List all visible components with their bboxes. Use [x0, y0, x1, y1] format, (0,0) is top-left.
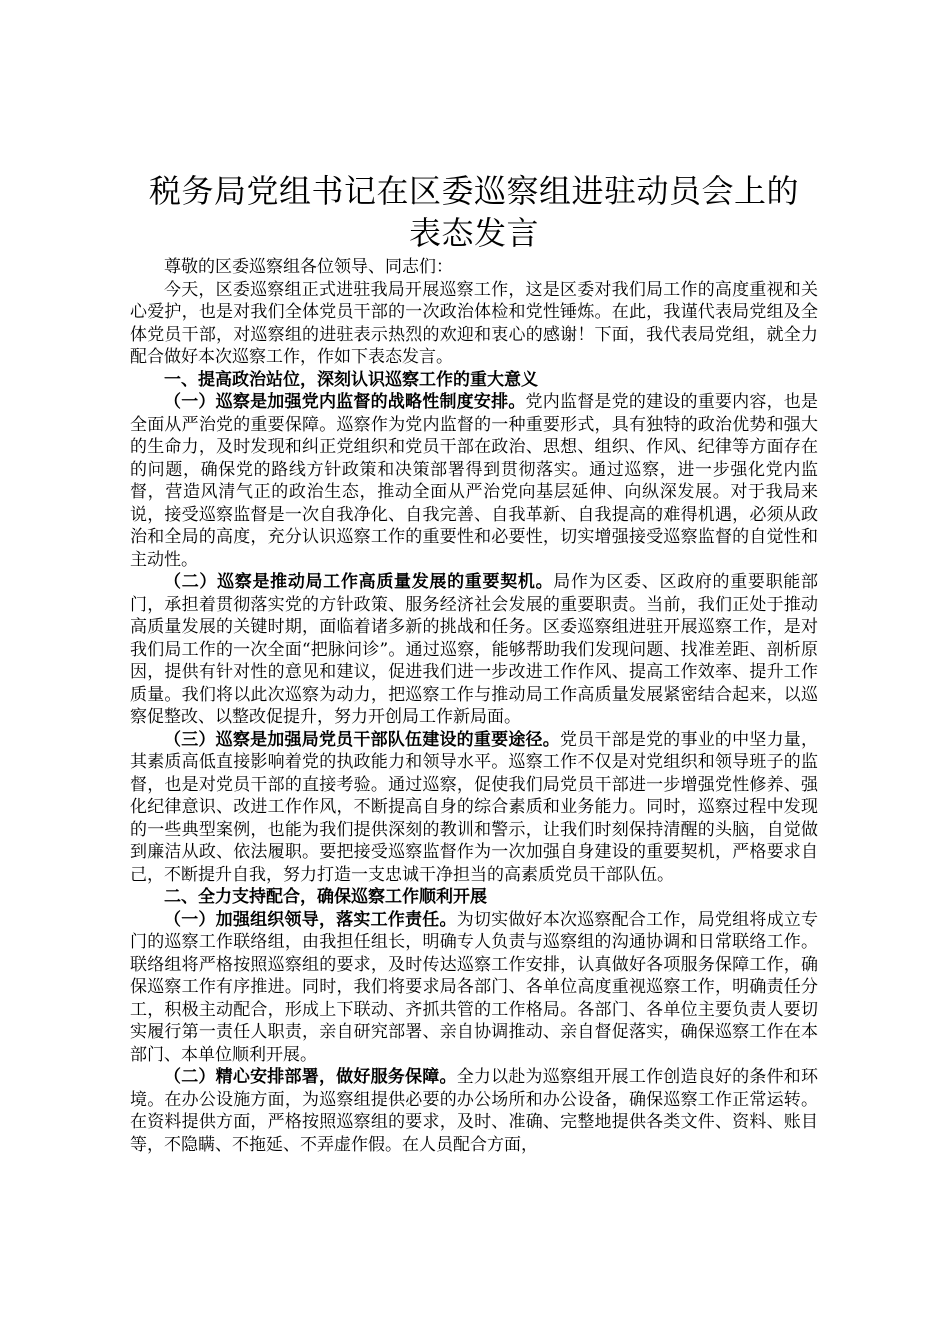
paragraph-lead: （一）加强组织领导，落实工作责任。 [164, 909, 457, 930]
paragraph-lead: （一）巡察是加强党内监督的战略性制度安排。 [164, 392, 526, 412]
paragraph-body: 全力以赴为巡察组开展工作创造良好的条件和环境。在办公设施方面，为巡察组提供必要的办公场所和办公设备，确保巡察工作正常运转。在资料提供方面，严格按照巡察组的要求，及时、准确、完整地提供各类文件、资料、账目等，不隐瞒、不拖延、不弄虚作假。在人员配合方面， [130, 1067, 819, 1155]
title-line-2: 表态发言 [408, 214, 539, 252]
section-1-paragraph-1 [130, 391, 818, 571]
paragraph-lead: （三）巡察是加强局党员干部队伍建设的重要途径。 [164, 729, 560, 750]
paragraph-lead: （二）精心安排部署，做好服务保障。 [164, 1067, 457, 1087]
paragraph-body: 为切实做好本次巡察配合工作，局党组将成立专门的巡察工作联络组，由我担任组长，明确专人负责与巡察组的沟通协调和日常联络工作。联络组将严格按照巡察组的要求，及时传达巡察工作安排，认真做好各项服务保障工作，确保巡察工作有序推进。同时，我们将要求局各部门、各单位高度重视巡察工作，明确责任分工，积极主动配合，形成上下联动、齐抓共管的工作格局。各部门、各单位主要负责人要切实履行第一责任人职责，亲自研究部署、亲自协调推动、亲自督促落实，确保巡察工作在本部门、本单位顺利开展。 [130, 909, 819, 1065]
section-1-heading: 一、提高政治站位，深刻认识巡察工作的重大意义 [164, 369, 538, 390]
document-page [130, 170, 818, 1156]
section-2-heading: 二、全力支持配合，确保巡察工作顺利开展 [164, 887, 487, 907]
salutation: 尊敬的区委巡察组各位领导、同志们： [164, 257, 453, 277]
document-title [130, 170, 818, 254]
section-1-paragraph-2 [130, 571, 818, 729]
paragraph-body: 党员干部是党的事业的中坚力量，其素质高低直接影响着党的执政能力和领导水平。巡察工作不仅是对党组织和领导班子的监督，也是对党员干部的直接考验。通过巡察，促使我们局党员干部进一步增强党性修养、强化纪律意识、改进工作作风，不断提高自身的综合素质和业务能力。同时，巡察过程中发现的一些典型案例，也能为我们提供深刻的教训和警示，让我们时刻保持清醒的头脑，自觉做到廉洁从政、依法履职。要把接受巡察监督作为一次加强自身建设的重要契机，严格要求自己，不断提升自我，努力打造一支忠诚干净担当的高素质党员干部队伍。 [130, 729, 819, 885]
paragraph-body: 党内监督是党的建设的重要内容，也是全面从严治党的重要保障。巡察作为党内监督的一种重要形式，具有独特的政治优势和强大的生命力，及时发现和纠正党组织和党员干部在政治、思想、组织、作风、纪律等方面存在的问题，确保党的路线方针政策和决策部署得到贯彻落实。通过巡察，进一步强化党内监督，营造风清气正的政治生态，推动全面从严治党向基层延伸、向纵深发展。对于我局来说，接受巡察监督是一次自我净化、自我完善、自我革新、自我提高的难得机遇，必须从政治和全局的高度，充分认识巡察工作的重要性和必要性，切实增强接受巡察监督的自觉性和主动性。 [130, 392, 819, 570]
section-2-paragraph-2 [130, 1066, 818, 1156]
title-line-1: 税务局党组书记在区委巡察组进驻动员会上的 [148, 172, 799, 210]
paragraph-body: 局作为区委、区政府的重要职能部门，承担着贯彻落实党的方针政策、服务经济社会发展的重要职责。当前，我们正处于推动高质量发展的关键时期，面临着诸多新的挑战和任务。区委巡察组进驻开展巡察工作，是对我们局工作的一次全面“把脉问诊”。通过巡察，能够帮助我们发现问题、找准差距、剖析原因，提供有针对性的意见和建议，促进我们进一步改进工作作风、提高工作效率、提升工作质量。我们将以此次巡察为动力，把巡察工作与推动局工作高质量发展紧密结合起来，以巡察促整改、以整改促提升，努力开创局工作新局面。 [130, 572, 819, 727]
paragraph-lead: （二）巡察是推动局工作高质量发展的重要契机。 [164, 572, 554, 592]
intro-paragraph: 今天，区委巡察组正式进驻我局开展巡察工作，这是区委对我们局工作的高度重视和关心爱护，也是对我们全体党员干部的一次政治体检和党性锤炼。在此，我谨代表局党组及全体党员干部，对巡察组的进驻表示热烈的欢迎和衷心的感谢！下面，我代表局党组，就全力配合做好本次巡察工作，作如下表态发言。 [130, 279, 818, 367]
section-1-paragraph-3 [130, 729, 818, 887]
section-2-paragraph-1 [130, 909, 818, 1067]
